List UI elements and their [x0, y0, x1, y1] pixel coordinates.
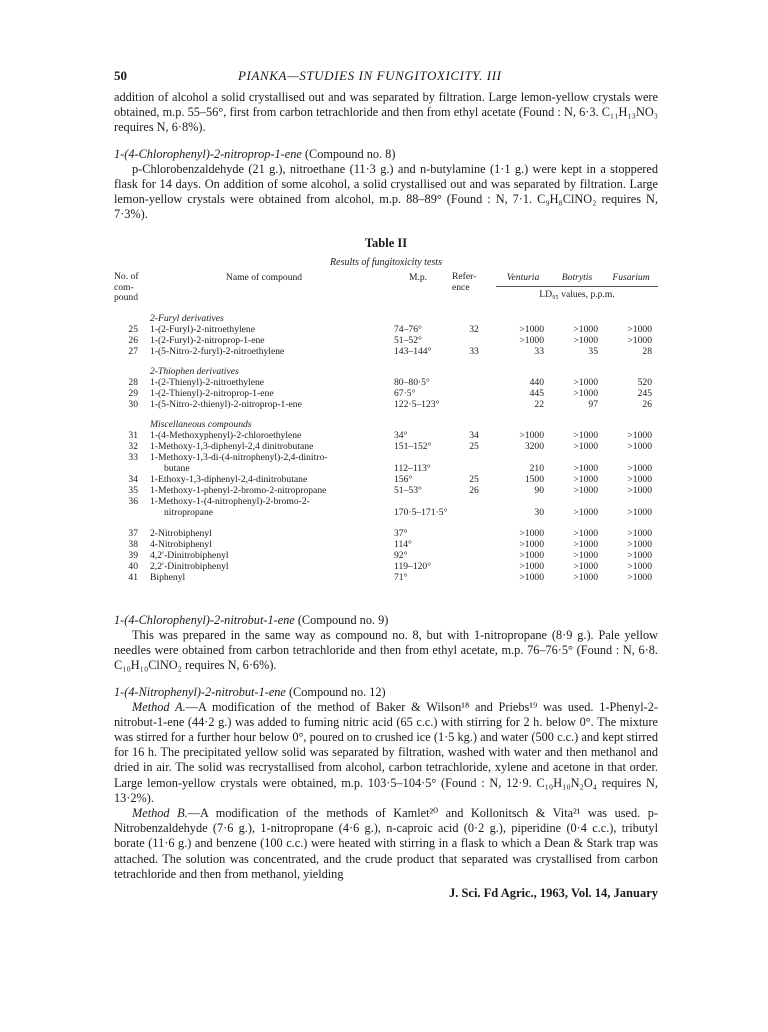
reference [452, 561, 496, 572]
compound-number: 31 [128, 429, 138, 441]
reference [452, 550, 496, 561]
compound-name-line: 1-(5-Nitro-2-thienyl)-2-nitroprop-1-ene [150, 398, 302, 410]
reference: 25 [469, 440, 479, 452]
compound-name-line: 1-(2-Furyl)-2-nitroethylene [150, 323, 255, 335]
compound-name-line: 1-Methoxy-1-phenyl-2-bromo-2-nitropropane [150, 484, 327, 496]
melting-point: 67·5° [394, 387, 416, 399]
compound-name [144, 441, 384, 452]
venturia-value: >1000 [519, 323, 544, 335]
venturia-value: 1500 [524, 473, 544, 485]
venturia-value: 22 [534, 398, 544, 410]
botrytis-value: >1000 [573, 334, 598, 346]
venturia-value: 3200 [524, 440, 544, 452]
botrytis-value: >1000 [573, 560, 598, 572]
compound-name [144, 430, 384, 441]
table-row [114, 399, 658, 410]
compound-number: 39 [128, 549, 138, 561]
paragraph-compound-9: This was prepared in the same way as compound no. 8, but with 1-nitropropane (8·9 g.). Pale yellow needles were obtained from carbon tetrachloride and then from ethyl acetate, m.p. 76–76·5° (Found : N, 6·8. C₁₀H₁₀ClNO₂ requires N, 6·6%). [114, 627, 658, 673]
table-row [114, 550, 658, 561]
fusarium-value: >1000 [627, 323, 652, 335]
reference [452, 539, 496, 550]
fusarium-value: >1000 [627, 560, 652, 572]
fusarium-value: >1000 [627, 440, 652, 452]
fusarium-value: 26 [642, 398, 652, 410]
compound-name [144, 388, 384, 399]
fusarium-value: >1000 [627, 484, 652, 496]
compound-12-name: 1-(4-Nitrophenyl)-2-nitrobut-1-ene [114, 684, 286, 699]
group-label: 2-Thiophen derivatives [150, 365, 239, 377]
botrytis-value: >1000 [573, 440, 598, 452]
venturia-value: >1000 [519, 571, 544, 583]
compound-name-line: 1-Methoxy-1-(4-nitrophenyl)-2-bromo-2- [150, 495, 310, 507]
header-ld95: LD₉₅ values, p.p.m. [496, 287, 658, 304]
venturia-value: 210 [529, 462, 544, 474]
table-row [114, 496, 658, 518]
paragraph-method-b [114, 806, 658, 882]
header-name: Name of compound [225, 272, 303, 284]
venturia-value: >1000 [519, 527, 544, 539]
botrytis-value: >1000 [573, 527, 598, 539]
journal-footer: J. Sci. Fd Agric., 1963, Vol. 14, January [448, 885, 658, 900]
venturia-value: >1000 [519, 429, 544, 441]
compound-name [144, 377, 384, 388]
compound-9-name: 1-(4-Chlorophenyl)-2-nitrobut-1-ene [114, 612, 295, 627]
venturia-value: >1000 [519, 334, 544, 346]
table-subtitle: Results of fungitoxicity tests [330, 257, 442, 269]
page-number: 50 [114, 68, 127, 83]
fusarium-value: >1000 [627, 506, 652, 518]
table-body [114, 304, 658, 583]
venturia-value: 445 [529, 387, 544, 399]
compound-number: 28 [128, 376, 138, 388]
compound-number: 32 [128, 440, 138, 452]
compound-name-line: 1-(2-Thienyl)-2-nitroethylene [150, 376, 265, 388]
compound-name [144, 518, 384, 539]
compound-number: 40 [128, 560, 138, 572]
reference [452, 388, 496, 399]
table-row [114, 388, 658, 399]
compound-8-name: 1-(4-Chlorophenyl)-2-nitroprop-1-ene [114, 146, 302, 161]
botrytis-value: >1000 [573, 538, 598, 550]
compound-number: 38 [128, 538, 138, 550]
running-head [114, 68, 658, 86]
reference: 32 [469, 323, 479, 335]
footer-area [114, 886, 658, 906]
compound-name-line: 1-Methoxy-1,3-diphenyl-2,4 dinitrobutane [150, 440, 314, 452]
table-row [114, 430, 658, 441]
melting-point: 156° [394, 473, 413, 485]
compound-number: 25 [128, 323, 138, 335]
venturia-value: >1000 [519, 549, 544, 561]
compound-name [144, 346, 384, 357]
botrytis-value: >1000 [573, 506, 598, 518]
fusarium-value: >1000 [627, 429, 652, 441]
table-row [114, 452, 658, 474]
reference [452, 496, 496, 518]
fusarium-value: >1000 [627, 334, 652, 346]
table-row [114, 518, 658, 539]
melting-point: 170·5–171·5° [394, 506, 448, 518]
melting-point: 74–76° [394, 323, 422, 335]
compound-name [144, 335, 384, 346]
compound-name-line: 4,2′-Dinitrobiphenyl [150, 549, 229, 561]
paragraph-continued: addition of alcohol a solid crystallised out and was separated by filtration. Large lemon-yellow crystals were obtained, m.p. 55–56°, first from carbon tetrachloride and then from ethyl acetate (Found : N, 6·3. C₁₁H₁₃NO₃ requires N, 6·8%). [114, 90, 658, 135]
fusarium-value: >1000 [627, 473, 652, 485]
reference: 25 [469, 473, 479, 485]
melting-point: 51–53° [394, 484, 422, 496]
reference [452, 377, 496, 388]
compound-name [144, 474, 384, 485]
group-heading-row [114, 410, 658, 430]
compound-name [144, 324, 384, 335]
compound-name [144, 399, 384, 410]
compound-name-line: nitropropane [164, 506, 214, 518]
botrytis-value: >1000 [573, 462, 598, 474]
compound-number: 29 [128, 387, 138, 399]
compound-number: 37 [128, 527, 138, 539]
melting-point: 71° [394, 571, 408, 583]
table-row [114, 485, 658, 496]
table-row [114, 346, 658, 357]
fusarium-value: >1000 [627, 538, 652, 550]
venturia-value: 30 [534, 506, 544, 518]
venturia-value: 440 [529, 376, 544, 388]
melting-point: 112–113° [394, 462, 431, 474]
compound-name [144, 550, 384, 561]
compound-number: 30 [128, 398, 138, 410]
compound-name [144, 485, 384, 496]
reference [452, 399, 496, 410]
running-title: PIANKA—STUDIES IN FUNGITOXICITY. III [238, 68, 502, 83]
compound-12-label: (Compound no. 12) [285, 684, 386, 699]
section-heading-compound-12 [114, 685, 658, 700]
compound-name-line: 2,2′-Dinitrobiphenyl [150, 560, 229, 572]
compound-name-line: 2-Nitrobiphenyl [150, 527, 212, 539]
fusarium-value: >1000 [627, 549, 652, 561]
reference [452, 572, 496, 583]
table-title: Table II [364, 236, 408, 251]
botrytis-value: >1000 [573, 571, 598, 583]
melting-point: 37° [394, 527, 408, 539]
botrytis-value: >1000 [573, 549, 598, 561]
group-heading-row [114, 357, 658, 377]
melting-point: 51–52° [394, 334, 422, 346]
header-fusarium: Fusarium [612, 272, 650, 284]
melting-point: 119–120° [394, 560, 432, 572]
header-compound-no: No. of com- pound [114, 271, 139, 304]
section-heading-compound-8 [114, 147, 658, 162]
botrytis-value: 97 [588, 398, 598, 410]
fusarium-value: 520 [637, 376, 652, 388]
method-a-label: Method A. [132, 699, 186, 714]
fusarium-value: 28 [642, 345, 652, 357]
reference: 34 [469, 429, 479, 441]
compound-9-label: (Compound no. 9) [294, 612, 389, 627]
fusarium-value: >1000 [627, 462, 652, 474]
compound-name-line: 1-(2-Thienyl)-2-nitroprop-1-ene [150, 387, 274, 399]
compound-number: 36 [128, 495, 138, 507]
table-header-row [114, 272, 658, 286]
compound-name-line: butane [164, 462, 190, 474]
compound-name [144, 539, 384, 550]
compound-name [144, 452, 384, 474]
reference: 33 [469, 345, 479, 357]
results-table [114, 272, 658, 583]
compound-number: 41 [128, 571, 138, 583]
group-label: Miscellaneous compounds [150, 418, 252, 430]
compound-name-line: 1-(5-Nitro-2-furyl)-2-nitroethylene [150, 345, 285, 357]
table-row [114, 324, 658, 335]
botrytis-value: >1000 [573, 484, 598, 496]
reference [452, 335, 496, 346]
compound-name-line: 1-(2-Furyl)-2-nitroprop-1-ene [150, 334, 265, 346]
venturia-value: >1000 [519, 538, 544, 550]
method-b-label: Method B. [132, 805, 188, 820]
table-row [114, 572, 658, 583]
compound-name-line: Biphenyl [150, 571, 186, 583]
botrytis-value: 35 [588, 345, 598, 357]
melting-point: 34° [394, 429, 408, 441]
compound-name [144, 496, 384, 518]
group-heading-row [114, 304, 658, 324]
compound-number: 33 [128, 451, 138, 463]
compound-name-line: 4-Nitrobiphenyl [150, 538, 212, 550]
header-mp: M.p. [408, 272, 428, 284]
compound-name-line: 1-(4-Methoxyphenyl)-2-chloroethylene [150, 429, 302, 441]
header-venturia: Venturia [506, 272, 540, 284]
compound-number: 35 [128, 484, 138, 496]
section-heading-compound-9 [114, 613, 658, 628]
fusarium-value: >1000 [627, 571, 652, 583]
melting-point: 122·5–123° [394, 398, 440, 410]
method-b-text: —A modification of the methods of Kamlet²⁰ and Kollonitsch & Vita²¹ was used. p-Nitrobenzaldehyde (7·6 g.), 1-nitropropane (4·6 g.), n-caproic acid (0·2 g.), piperidine (0·4 c.c.), tributyl borate (11·6 g.) and benzene (100 c.c.) were heated with stirring in a flask to which a Dean & Stark trap was attached. The solution was concentrated, and the crude product that separated was crystallised from carbon tetrachloride and then from methanol, yielding [114, 805, 658, 881]
group-label: 2-Furyl derivatives [150, 312, 224, 324]
melting-point: 143–144° [394, 345, 432, 357]
fusarium-value: >1000 [627, 527, 652, 539]
compound-name-line: 1-Methoxy-1,3-di-(4-nitrophenyl)-2,4-dinitro- [150, 451, 328, 463]
venturia-value: >1000 [519, 560, 544, 572]
compound-name-line: 1-Ethoxy-1,3-diphenyl-2,4-dinitrobutane [150, 473, 308, 485]
page [114, 68, 658, 906]
method-a-text: —A modification of the method of Baker & Wilson¹⁸ and Priebs¹⁹ was used. 1-Phenyl-2-nitrobut-1-ene (44·2 g.) was added to fuming nitric acid (65 c.c.) with stirring for 2 h. below 0°. The mixture was stirred for a further hour below 0°, poured on to crushed ice (1·5 kg.) and water (500 c.c.) and kept stirred for 16 h. The precipitated yellow solid was separated by filtration, washed with water and then methanol and dried in air. The solid was recrystallised from alcohol, carbon tetrachloride, xylene and acetone in that order. Large lemon-yellow crystals were obtained, m.p. 103·5–104·5° (Found : N, 12·9. C₁₀H₁₀N₂O₄ requires N, 13·2%). [114, 699, 658, 805]
table-row [114, 474, 658, 485]
botrytis-value: >1000 [573, 429, 598, 441]
table-row [114, 539, 658, 550]
paragraph-method-a [114, 700, 658, 806]
table-row [114, 377, 658, 388]
header-reference: Refer- ence [452, 271, 477, 293]
compound-name [144, 561, 384, 572]
table-row [114, 561, 658, 572]
reference: 26 [469, 484, 479, 496]
compound-name [144, 572, 384, 583]
compound-8-label: (Compound no. 8) [301, 146, 396, 161]
compound-number: 34 [128, 473, 138, 485]
table-row [114, 335, 658, 346]
melting-point: 151–152° [394, 440, 432, 452]
botrytis-value: >1000 [573, 376, 598, 388]
botrytis-value: >1000 [573, 323, 598, 335]
reference [452, 452, 496, 474]
melting-point: 114° [394, 538, 412, 550]
table-row [114, 441, 658, 452]
melting-point: 92° [394, 549, 408, 561]
venturia-value: 90 [534, 484, 544, 496]
botrytis-value: >1000 [573, 473, 598, 485]
header-botrytis: Botrytis [561, 272, 593, 284]
botrytis-value: >1000 [573, 387, 598, 399]
compound-number: 27 [128, 345, 138, 357]
venturia-value: 33 [534, 345, 544, 357]
compound-number: 26 [128, 334, 138, 346]
fusarium-value: 245 [637, 387, 652, 399]
paragraph-compound-8: p-Chlorobenzaldehyde (21 g.), nitroethane (11·3 g.) and n-butylamine (1·1 g.) were kept in a stoppered flask for 14 days. On addition of some alcohol, a solid crystallised out and was separated by filtration. Large lemon-yellow crystals were obtained from alcohol, m.p. 88–89° (Found : N, 7·1. C₉H₈ClNO₂ requires N, 7·3%). [114, 161, 658, 222]
melting-point: 80–80·5° [394, 376, 430, 388]
reference [452, 518, 496, 539]
